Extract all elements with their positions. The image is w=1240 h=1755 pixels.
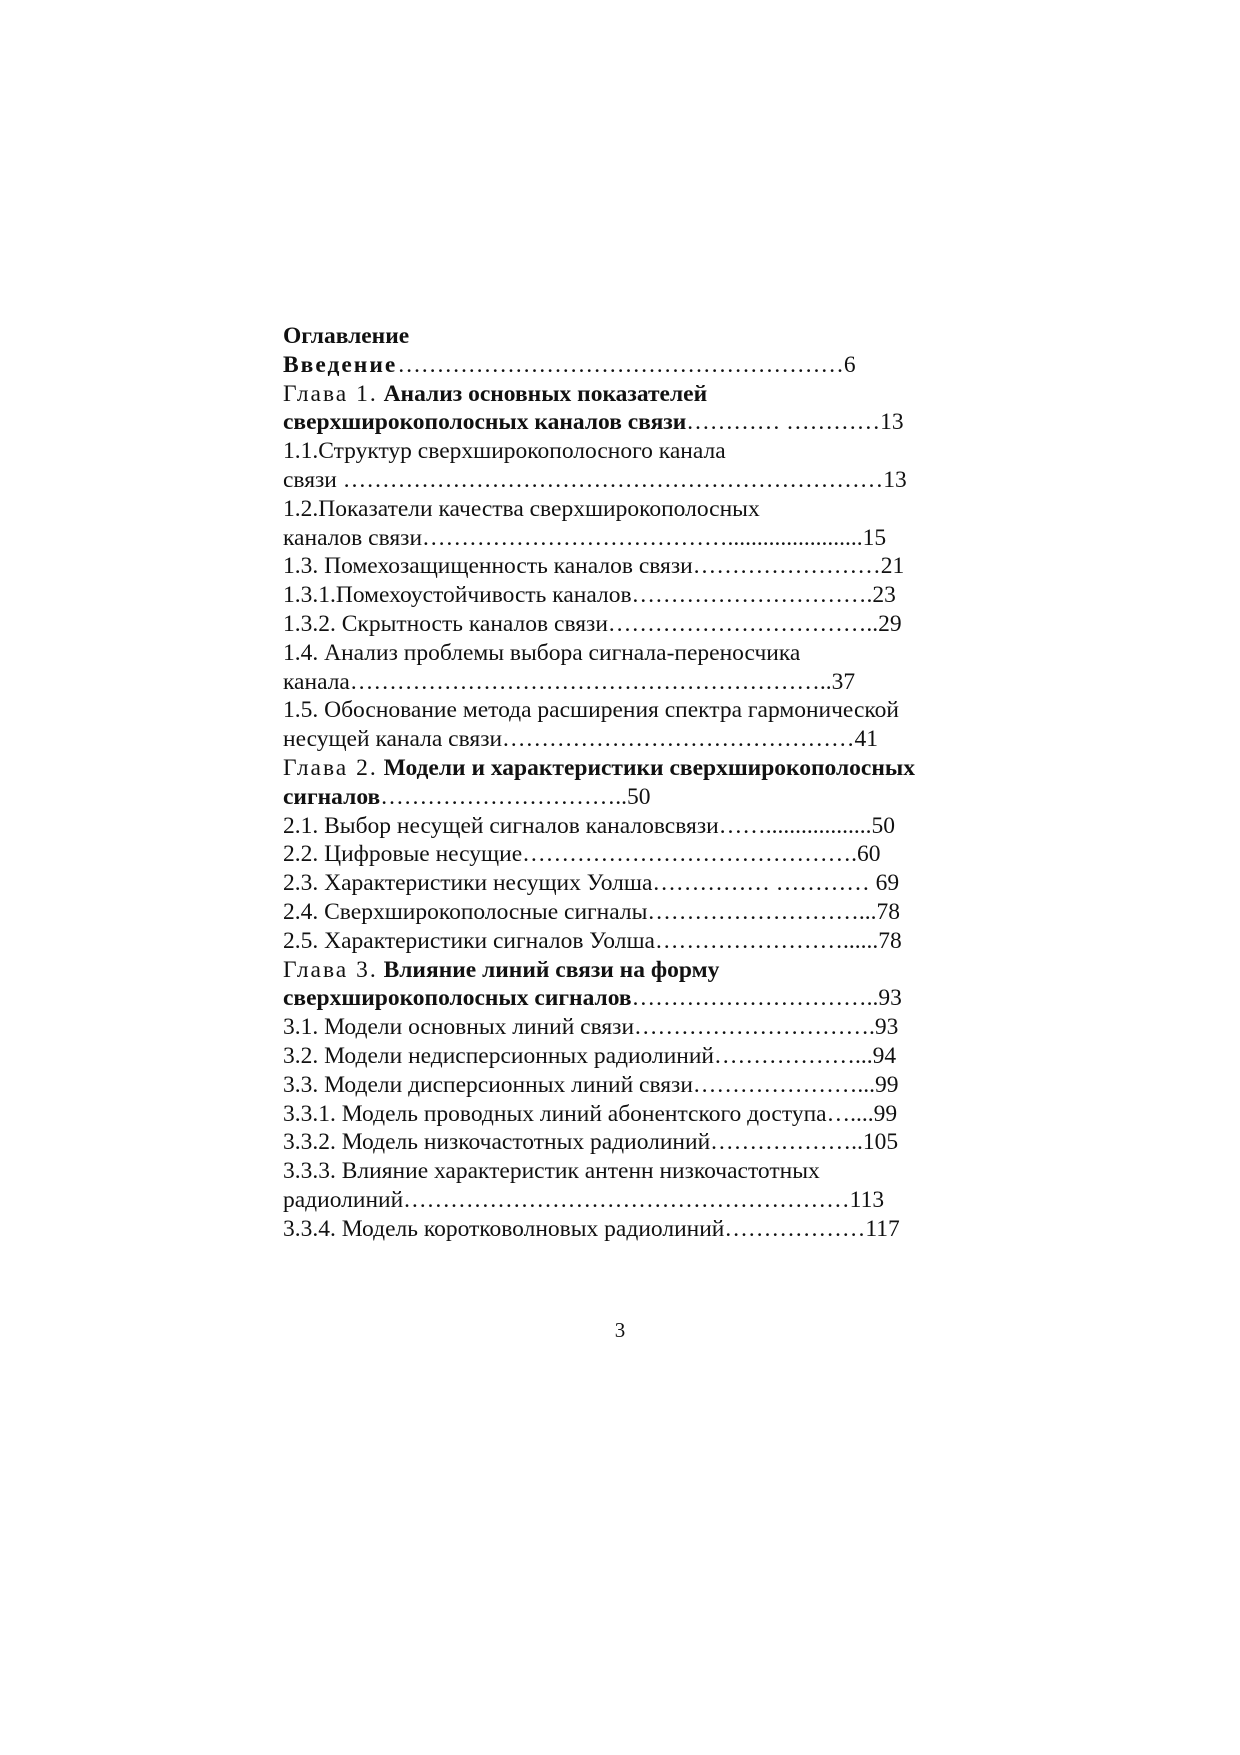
toc-entry-3-3-1[interactable]: 3.3.1. Модель проводных линий абонентского доступа…....99 (283, 1100, 898, 1127)
toc-entry-2-2[interactable]: 2.2. Цифровые несущие…………………………………….60 (283, 841, 881, 868)
toc-entry-2-1[interactable]: 2.1. Выбор несущей сигналов каналовсвязи……..................50 (283, 812, 895, 839)
toc-entry-3-3-2[interactable]: 3.3.2. Модель низкочастотных радиолиний………………..105 (283, 1129, 899, 1156)
toc-entry-3-3-3[interactable]: 3.3.3. Влияние характеристик антенн низкочастотных (283, 1158, 820, 1185)
toc-entry-1-1-cont[interactable]: связи ……………………………………………………………13 (283, 466, 907, 493)
toc-chapter-1-heading-cont[interactable] (283, 408, 963, 437)
toc-entry-1-3-1[interactable]: 1.3.1.Помехоустойчивость каналов………………………….23 (283, 582, 896, 609)
toc-entry-1-3-2[interactable]: 1.3.2. Скрытность каналов связи……………………………..29 (283, 610, 902, 637)
toc-leader: ………… ………… (686, 409, 881, 436)
chapter-title-cont: сигналов (283, 783, 381, 810)
table-of-contents (283, 322, 963, 1244)
toc-chapter-2-heading[interactable] (283, 754, 963, 783)
toc-entry-1-4[interactable]: 1.4. Анализ проблемы выбора сигнала-переносчика (283, 639, 801, 666)
toc-entry-3-1[interactable]: 3.1. Модели основных линий связи………………………….93 (283, 1014, 899, 1041)
toc-entry-3-3-3-cont[interactable]: радиолиний…………………………………………………113 (283, 1186, 885, 1213)
chapter-prefix: Глава 2. (283, 754, 378, 781)
toc-title: Оглавление (283, 323, 410, 349)
toc-leader: ………………………………………………… (397, 351, 844, 378)
toc-entry-3-3[interactable]: 3.3. Модели дисперсионных линий связи…………………...99 (283, 1071, 899, 1098)
chapter-title: Модели и характеристики сверхширокополосных (383, 754, 915, 781)
toc-page-ref: 93 (878, 985, 902, 1012)
toc-chapter-3-heading[interactable] (283, 956, 963, 985)
toc-entry-2-5[interactable]: 2.5. Характеристики сигналов Уолша……………………......78 (283, 927, 902, 954)
toc-page-ref: 6 (843, 351, 856, 378)
toc-entry-1-5[interactable]: 1.5. Обоснование метода расширения спектра гармонической (283, 697, 899, 724)
chapter-title: Влияние линий связи на форму (383, 956, 720, 983)
chapter-prefix: Глава 3. (283, 956, 378, 983)
toc-entry-1-4-cont[interactable]: канала……………………………………………………..37 (283, 668, 856, 695)
toc-chapter-1-heading[interactable] (283, 380, 963, 409)
toc-entry-2-3[interactable]: 2.3. Характеристики несущих Уолша…………… ………… 69 (283, 870, 900, 897)
toc-entry-3-2[interactable]: 3.2. Модели недисперсионных радиолиний………………...94 (283, 1042, 897, 1069)
chapter-title: Анализ основных показателей (383, 380, 708, 407)
toc-entry-label: Введение (283, 351, 398, 378)
toc-page-ref: 50 (626, 783, 651, 810)
chapter-prefix: Глава 1. (283, 380, 378, 407)
toc-leader: ………………………….. (631, 985, 879, 1012)
toc-chapter-2-heading-cont[interactable] (283, 783, 963, 812)
chapter-title-cont: сверхширокополосных сигналов (283, 985, 632, 1012)
toc-entry-1-1[interactable]: 1.1.Структур сверхширокополосного канала (283, 438, 726, 465)
toc-entry-1-5-cont[interactable]: несущей канала связи………………………………………41 (283, 726, 879, 753)
toc-entry-introduction[interactable] (283, 351, 963, 380)
chapter-title-cont: сверхширокополосных каналов связи (283, 409, 687, 436)
toc-entry-3-3-4[interactable]: 3.3.4. Модель коротковолновых радиолиний………………117 (283, 1215, 900, 1242)
page-number: 3 (614, 1318, 626, 1342)
toc-leader: ………………………….. (380, 783, 627, 810)
toc-entry-1-3[interactable]: 1.3. Помехозащищенность каналов связи……………………21 (283, 553, 905, 580)
toc-entry-1-2[interactable]: 1.2.Показатели качества сверхширокополосных (283, 495, 760, 522)
toc-entry-2-4[interactable]: 2.4. Сверхширокополосные сигналы………………………...78 (283, 898, 901, 925)
toc-page-ref: 13 (880, 409, 904, 436)
toc-entry-1-2-cont[interactable]: каналов связи………………………………….......................15 (283, 524, 887, 551)
toc-chapter-3-heading-cont[interactable] (283, 984, 963, 1013)
